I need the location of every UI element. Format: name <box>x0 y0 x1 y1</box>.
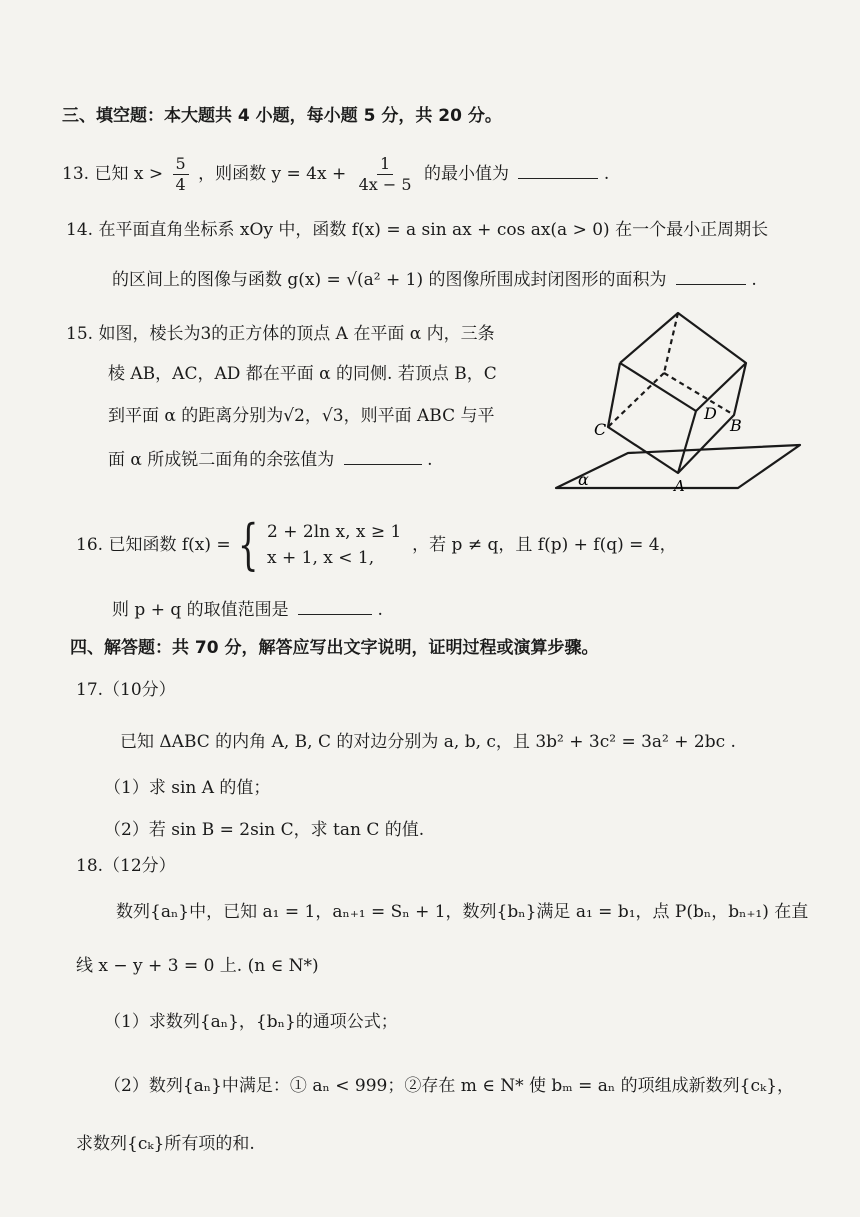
q16-cases <box>267 519 401 571</box>
q15-line4: 面 α 所成锐二面角的余弦值为 <box>108 450 335 470</box>
q13-pre: 已知 x > <box>94 164 164 184</box>
q16-line2: 则 p + q 的取值范围是 <box>112 600 289 620</box>
q16-case1: 2 + 2ln x, x ≥ 1 <box>267 522 402 542</box>
q14-line2: 的区间上的图像与函数 g(x) = √(a² + 1) 的图像所围成封闭图形的面积为 <box>112 270 667 290</box>
question-14-line1 <box>66 218 768 242</box>
q17-part1: （1）求 sin A 的值； <box>104 778 271 798</box>
question-15-line1 <box>66 322 495 346</box>
q18-stem1: 数列{aₙ}中，已知 a₁ = 1，aₙ₊₁ = Sₙ + 1，数列{bₙ}满足 a₁ = b₁，点 P(bₙ，bₙ₊₁) 在直 <box>116 902 809 922</box>
q13-end: . <box>603 164 610 184</box>
q15-end: . <box>427 450 433 470</box>
q13-fraction <box>173 154 189 195</box>
label-D: D <box>704 404 717 423</box>
q16-end: . <box>377 600 383 620</box>
q14-line1: 在平面直角坐标系 xOy 中，函数 f(x) = a sin ax + cos ax(a > 0) 在一个最小正周期长 <box>98 220 769 240</box>
q15-number: 15. <box>66 324 94 344</box>
q18-part2b: 求数列{cₖ}所有项的和. <box>76 1134 255 1154</box>
cube-figure <box>548 305 808 495</box>
q13-answer-blank[interactable] <box>518 160 598 179</box>
q16-post: ，若 p ≠ q，且 f(p) + f(q) = 4， <box>412 535 677 555</box>
label-A: A <box>674 477 685 495</box>
q13-number: 13. <box>62 164 90 184</box>
question-16-line2 <box>112 596 383 622</box>
q13-frac2-den: 4x − 5 <box>358 175 412 194</box>
q16-number: 16. <box>76 535 104 555</box>
q13-post: 的最小值为 <box>424 164 509 184</box>
section3-heading: 三、填空题：本大题共 4 小题，每小题 5 分，共 20 分。 <box>62 106 502 126</box>
q17-part2: （2）若 sin B = 2sin C，求 tan C 的值. <box>104 820 425 840</box>
q15-line1: 如图，棱长为3的正方体的顶点 A 在平面 α 内，三条 <box>98 324 495 344</box>
question-14-line2 <box>112 266 757 292</box>
q14-number: 14. <box>66 220 94 240</box>
q16-case2: x + 1, x < 1, <box>267 548 375 568</box>
label-alpha: α <box>578 470 589 489</box>
cube-edge <box>620 363 696 411</box>
question-15-line4 <box>108 446 433 472</box>
q13-fraction-2 <box>356 154 415 195</box>
q14-answer-blank[interactable] <box>676 266 746 285</box>
q15-answer-blank[interactable] <box>344 446 422 465</box>
question-16 <box>76 513 677 578</box>
question-13 <box>62 154 609 195</box>
section4-heading: 四、解答题：共 70 分，解答应写出文字说明，证明过程或演算步骤。 <box>70 638 599 658</box>
q15-line3: 到平面 α 的距离分别为√2，√3，则平面 ABC 与平 <box>108 406 495 426</box>
q18-stem2: 线 x − y + 3 = 0 上. (n ∈ N*) <box>76 956 319 976</box>
q13-frac-num: 5 <box>173 154 189 175</box>
q16-pre: 已知函数 f(x) = <box>108 535 231 555</box>
cube-diagram <box>548 305 808 495</box>
q13-frac-den: 4 <box>175 175 186 194</box>
q18-part1: （1）求数列{aₙ}，{bₙ}的通项公式； <box>104 1012 398 1032</box>
q17-stem: 已知 ΔABC 的内角 A, B, C 的对边分别为 a, b, c，且 3b² + 3c² = 3a² + 2bc . <box>120 732 736 752</box>
q13-mid: ，则函数 y = 4x + <box>198 164 347 184</box>
q16-answer-blank[interactable] <box>298 596 372 615</box>
q16-brace: { <box>237 513 259 576</box>
label-B: B <box>730 416 742 435</box>
q15-line2: 棱 AB，AC，AD 都在平面 α 的同侧. 若顶点 B，C <box>108 364 497 384</box>
q18-number: 18.（12分） <box>76 856 176 876</box>
label-C: C <box>594 420 607 439</box>
q14-end: . <box>751 270 757 290</box>
q18-part2: （2）数列{aₙ}中满足：① aₙ < 999；②存在 m ∈ N* 使 bₘ = aₙ 的项组成新数列{cₖ}， <box>104 1076 795 1096</box>
q13-frac2-num: 1 <box>377 154 393 175</box>
q17-number: 17.（10分） <box>76 680 176 700</box>
